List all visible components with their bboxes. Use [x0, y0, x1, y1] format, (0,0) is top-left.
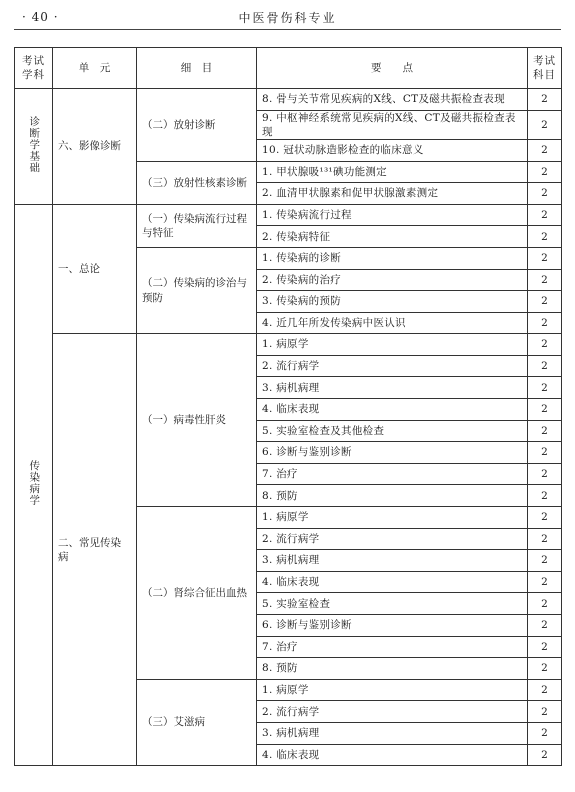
point-cell: 7. 治疗: [257, 636, 528, 658]
column-header-level: 考试科目: [528, 48, 562, 89]
table-row: [15, 334, 562, 356]
level-cell: 2: [528, 571, 562, 593]
level-cell: 2: [528, 485, 562, 507]
level-cell: 2: [528, 355, 562, 377]
level-cell: 2: [528, 658, 562, 680]
level-cell: 2: [528, 110, 562, 139]
level-cell: 2: [528, 226, 562, 248]
level-cell: 2: [528, 291, 562, 313]
level-cell: 2: [528, 701, 562, 723]
point-cell: 3. 传染病的预防: [257, 291, 528, 313]
table-row: [15, 204, 562, 226]
level-cell: 2: [528, 507, 562, 529]
point-cell: 6. 诊断与鉴别诊断: [257, 615, 528, 637]
syllabus-table: [14, 47, 562, 766]
level-cell: 2: [528, 442, 562, 464]
point-cell: 2. 流行病学: [257, 528, 528, 550]
point-cell: 8. 预防: [257, 485, 528, 507]
subject-cell: [15, 204, 53, 765]
page-number: · 40 ·: [22, 10, 59, 24]
point-cell: 6. 诊断与鉴别诊断: [257, 442, 528, 464]
detail-cell: （三）放射性核素诊断: [137, 161, 257, 204]
point-cell: 1. 甲状腺吸¹³¹碘功能测定: [257, 161, 528, 183]
point-cell: 4. 临床表现: [257, 399, 528, 421]
table-row: [15, 89, 562, 111]
point-cell: 4. 临床表现: [257, 744, 528, 766]
subject-name: 诊断学基础: [28, 115, 41, 174]
level-cell: 2: [528, 679, 562, 701]
level-cell: 2: [528, 615, 562, 637]
level-cell: 2: [528, 593, 562, 615]
level-cell: 2: [528, 528, 562, 550]
point-cell: 2. 血清甲状腺素和促甲状腺激素测定: [257, 183, 528, 205]
level-cell: 2: [528, 161, 562, 183]
level-cell: 2: [528, 636, 562, 658]
point-cell: 4. 临床表现: [257, 571, 528, 593]
point-cell: 5. 实验室检查及其他检查: [257, 420, 528, 442]
column-header-unit: 单 元: [53, 48, 137, 89]
level-cell: 2: [528, 247, 562, 269]
detail-cell: （二）传染病的诊治与预防: [137, 247, 257, 333]
point-cell: 8. 预防: [257, 658, 528, 680]
point-cell: 2. 流行病学: [257, 355, 528, 377]
detail-cell: （一）病毒性肝炎: [137, 334, 257, 507]
point-cell: 1. 传染病的诊断: [257, 247, 528, 269]
point-cell: 1. 传染病流行过程: [257, 204, 528, 226]
column-header-detail: 细 目: [137, 48, 257, 89]
level-cell: 2: [528, 463, 562, 485]
level-cell: 2: [528, 550, 562, 572]
point-cell: 3. 病机病理: [257, 722, 528, 744]
point-cell: 2. 传染病的治疗: [257, 269, 528, 291]
column-header-points: 要 点: [257, 48, 528, 89]
header-rule: [14, 29, 561, 30]
level-cell: 2: [528, 183, 562, 205]
page-header: [14, 7, 561, 27]
point-cell: 8. 骨与关节常见疾病的X线、CT及磁共振检查表现: [257, 89, 528, 111]
level-cell: 2: [528, 722, 562, 744]
level-cell: 2: [528, 269, 562, 291]
detail-cell: （一）传染病流行过程与特征: [137, 204, 257, 247]
point-cell: 3. 病机病理: [257, 550, 528, 572]
detail-cell: （二）放射诊断: [137, 89, 257, 162]
point-cell: 5. 实验室检查: [257, 593, 528, 615]
level-cell: 2: [528, 744, 562, 766]
point-cell: 9. 中枢神经系统常见疾病的X线、CT及磁共振检查表现: [257, 110, 528, 139]
level-cell: 2: [528, 312, 562, 334]
level-cell: 2: [528, 204, 562, 226]
level-cell: 2: [528, 89, 562, 111]
point-cell: 2. 传染病特征: [257, 226, 528, 248]
running-title: 中医骨伤科专业: [238, 11, 337, 25]
point-cell: 4. 近几年所发传染病中医认识: [257, 312, 528, 334]
table-header-row: [15, 48, 562, 89]
syllabus-body: [15, 89, 562, 766]
level-cell: 2: [528, 139, 562, 161]
point-cell: 10. 冠状动脉造影检查的临床意义: [257, 139, 528, 161]
unit-cell: 一、总论: [53, 204, 137, 334]
point-cell: 1. 病原学: [257, 334, 528, 356]
level-cell: 2: [528, 420, 562, 442]
point-cell: 2. 流行病学: [257, 701, 528, 723]
point-cell: 1. 病原学: [257, 679, 528, 701]
point-cell: 1. 病原学: [257, 507, 528, 529]
unit-cell: 二、常见传染病: [53, 334, 137, 766]
level-cell: 2: [528, 377, 562, 399]
unit-cell: 六、影像诊断: [53, 89, 137, 205]
column-header-subject: 考试学科: [15, 48, 53, 89]
point-cell: 7. 治疗: [257, 463, 528, 485]
level-cell: 2: [528, 399, 562, 421]
detail-cell: （三）艾滋病: [137, 679, 257, 765]
level-cell: 2: [528, 334, 562, 356]
detail-cell: （二）肾综合征出血热: [137, 507, 257, 680]
point-cell: 3. 病机病理: [257, 377, 528, 399]
subject-name: 传染病学: [28, 459, 41, 506]
subject-cell: [15, 89, 53, 205]
